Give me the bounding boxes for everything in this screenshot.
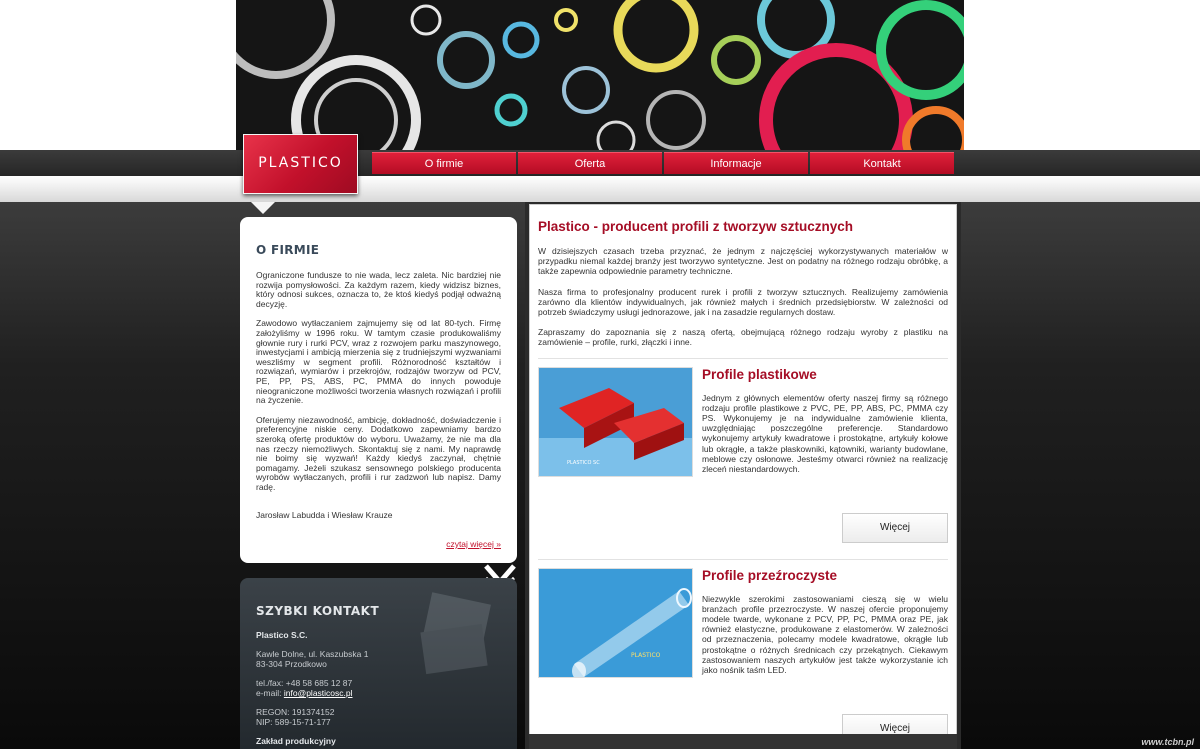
contact-phone-email bbox=[256, 678, 501, 698]
about-paragraph: Zawodowo wytłaczaniem zajmujemy się od lat 80-tych. Firmę założyliśmy w 1996 roku. W tamtym czasie produkowaliśmy głownie rury i rurki PCV, wraz z rozwojem parku maszynowego, inwestycjami i ambicją mierzenia się z trudniejszymi wyzwaniami weszliśmy w segment profili. Różnorodność kształtów i rozwiązań, wymiarów i przekrojów, rodzajów tworzyw od PCV, PE, PP, PS, ABS, PC, PMMA do innych powoduje nieograniczone możliwości tworzenia własnych rozwiązań i profili na życzenie. bbox=[256, 318, 501, 406]
logo-text: PLASTICO bbox=[258, 155, 343, 171]
quick-contact-panel bbox=[240, 578, 517, 749]
about-paragraph: Oferujemy niezawodność, ambicję, dokładność, doświadczenie i preferencyjne niskie ceny. Dodatkowo zapewniamy bardzo szeroką ofertę produktów do wyboru. Uważamy, że nie ma dla nas rzeczy niemożliwych. Skontaktuj się z nami. My naprawdę nie boimy się wyzwań! Każdy kiedyś zaczynał, chętnie pomagamy. Jeżeli szukasz sensownego polskiego producenta wyrobów wytłaczanych, profili i rur zadzwoń lub napisz. Damy radę. bbox=[256, 414, 501, 492]
page-title: Plastico - producent profili z tworzyw sztucznych bbox=[538, 219, 854, 234]
regon-text: REGON: 191374152 bbox=[256, 707, 335, 717]
contact-registration bbox=[256, 707, 501, 727]
contact-company: Plastico S.C. bbox=[256, 630, 308, 640]
product-description: Niezwykle szerokimi zastosowaniami cieszą się w wielu branżach profile przezroczyste. W naszej ofercie proponujemy modele twarde, wykonane z PCV, PP, PC, PMMA oraz PE, jak również elastyczne, produkowane z elastomerów. W zależności od przeznaczenia, polecamy modele kwadratowe, okrągłe lub prostokątne o różnych średnicach czy przekątnych. Ciekawym zastosowaniem naszych artykułów jest także wykorzystanie ich jako nośnik taśm LED. bbox=[702, 593, 948, 676]
more-button[interactable]: Więcej bbox=[842, 513, 948, 543]
more-button[interactable]: Więcej bbox=[842, 714, 948, 744]
about-panel bbox=[240, 217, 517, 563]
production-plant-label: Zakład produkcyjny bbox=[256, 736, 336, 746]
menu-item-oferta[interactable]: Oferta bbox=[518, 152, 662, 174]
plastic-tubes-image bbox=[236, 0, 964, 150]
divider bbox=[538, 559, 948, 560]
menu-item-o-firmie[interactable]: O firmie bbox=[372, 152, 516, 174]
contact-title: SZYBKI KONTAKT bbox=[256, 604, 380, 618]
product-image-transparent[interactable] bbox=[538, 568, 693, 678]
logo-pointer bbox=[251, 202, 275, 214]
divider bbox=[538, 358, 948, 359]
read-more-link[interactable]: czytaj więcej » bbox=[446, 539, 501, 549]
plastico-logo[interactable] bbox=[243, 134, 358, 194]
product-image-profiles[interactable] bbox=[538, 367, 693, 477]
about-title: O FIRMIE bbox=[256, 243, 320, 257]
nip-text: NIP: 589-15-71-177 bbox=[256, 717, 331, 727]
red-profiles-photo bbox=[539, 368, 693, 477]
main-content bbox=[529, 204, 957, 749]
watermark: www.tcbn.pl bbox=[1141, 737, 1194, 747]
menu-item-kontakt[interactable]: Kontakt bbox=[810, 152, 954, 174]
email-link[interactable]: info@plasticosc.pl bbox=[283, 688, 353, 698]
product-card bbox=[538, 367, 948, 549]
envelope-icon bbox=[419, 588, 499, 678]
header-stripe bbox=[0, 176, 1200, 202]
intro-paragraph: Nasza firma to profesjonalny producent rurek i profili z tworzyw sztucznych. Realizujemy zamówienia zarówno dla klientów indywidualnych, jak również małych i średnich przedsiębiorstw. W zależności od potrzeb świadczymy usługi jednorazowe, jak i na zasadzie regularnych dostaw. bbox=[538, 286, 948, 318]
intro-paragraph: Zapraszamy do zapoznania się z naszą ofertą, obejmującą różnego rodzaju wyroby z plastiku na zamówienie – profile, rurki, złączki i inne. bbox=[538, 327, 948, 348]
product-description: Jednym z głównych elementów oferty naszej firmy są różnego rodzaju profile plastikowe z PVC, PE, PP, ABS, PC, PMMA czy PS. Wykonujemy je na indywidualne zamówienie klienta, uwzględniając poszczególne preferencje. Standardowo wykonujemy artykuły kwadratowe i prostokątne, artykuły kołowe lub okrągłe, a także płaskowniki, kątowniki, warianty budowlane, meblowe czy osłonowe. Jesteśmy otwarci również na realizację zleceń niestandardowych. bbox=[702, 392, 948, 475]
hero-banner-image bbox=[236, 0, 964, 150]
intro-text bbox=[538, 246, 948, 348]
about-signature: Jarosław Labudda i Wiesław Krauze bbox=[256, 510, 393, 521]
menu-item-informacje[interactable]: Informacje bbox=[664, 152, 808, 174]
address-line: 83-304 Przodkowo bbox=[256, 659, 327, 669]
product-title[interactable]: Profile plastikowe bbox=[702, 366, 817, 382]
email-label: e-mail: bbox=[256, 688, 284, 698]
address-line: Kawle Dolne, ul. Kaszubska 1 bbox=[256, 649, 369, 659]
product-card bbox=[538, 568, 948, 749]
main-footer-bar bbox=[529, 734, 957, 749]
image-caption: PLASTICO bbox=[631, 651, 661, 659]
about-text bbox=[256, 271, 501, 492]
about-paragraph: Ograniczone fundusze to nie wada, lecz zaleta. Nic bardziej nie rozwija pomysłowości. Za każdym razem, kiedy widzisz biznes, który odnosi sukces, oznacza to, że ktoś kiedyś podjął odważną decyzję. bbox=[256, 270, 501, 309]
image-caption: PLASTICO SC bbox=[567, 459, 600, 466]
transparent-tube-photo bbox=[539, 569, 693, 678]
intro-paragraph: W dzisiejszych czasach trzeba przyznać, że jednym z najczęściej wykorzystywanych materiałów w przypadku niemal każdej branży jest tworzywo syntetyczne. Jest on podatny na różnego rodzaju obróbkę, a także zapewnia odpowiednie parametry techniczne. bbox=[538, 246, 948, 277]
phone-text: tel./fax: +48 58 685 12 87 bbox=[256, 678, 353, 688]
product-title[interactable]: Profile przeźroczyste bbox=[702, 567, 838, 583]
main-menu bbox=[372, 152, 954, 174]
